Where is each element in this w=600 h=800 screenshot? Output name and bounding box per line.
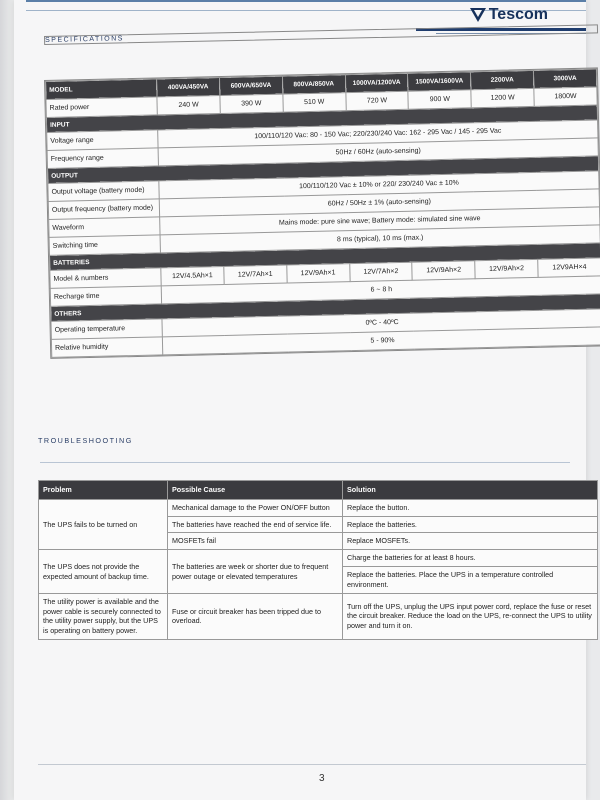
cause-cell: Fuse or circuit breaker has been tripped due to overload. xyxy=(168,593,343,639)
manual-page xyxy=(14,0,592,800)
cause-cell: MOSFETs fail xyxy=(168,533,343,550)
relative-humidity-value: 5 - 90% xyxy=(162,327,600,355)
tescom-logo-icon xyxy=(470,8,486,22)
specifications-title: SPECIFICATIONS xyxy=(44,24,598,45)
cause-cell: Mechanical damage to the Power ON/OFF button xyxy=(168,500,343,517)
rated-power-value: 390 W xyxy=(220,94,283,113)
problem-cell: The UPS fails to be turned on xyxy=(39,500,168,550)
binder-edge xyxy=(0,0,14,800)
output-section-label: OUTPUT xyxy=(48,156,599,183)
input-section-label: INPUT xyxy=(46,105,597,132)
problem-cell: The UPS does not provide the expected amount of backup time. xyxy=(39,550,168,594)
voltage-range-value: 100/110/120 Vac: 80 - 150 Vac; 220/230/240 Vac: 162 - 295 Vac / 145 - 295 Vac xyxy=(158,120,598,148)
others-section-label: OTHERS xyxy=(51,294,600,321)
rated-power-value: 1200 W xyxy=(471,88,534,107)
battery-model-value: 12V/7Ah×2 xyxy=(349,262,412,281)
switching-time-value: 8 ms (typical), 10 ms (max.) xyxy=(160,225,600,253)
solution-cell: Replace the batteries. Place the UPS in a temperature controlled environment. xyxy=(343,566,598,593)
solution-cell: Turn off the UPS, unplug the UPS input power cord, replace the fuse or reset the circuit breaker. Reduce the load on the UPS, re-connect the UPS to utility power and turn it on. xyxy=(343,593,598,639)
model-col: 1500VA/1600VA xyxy=(408,72,471,91)
table-row xyxy=(39,500,598,517)
battery-model-value: 12V/9Ah×1 xyxy=(286,264,349,283)
battery-model-value: 12V/4.5Ah×1 xyxy=(161,266,224,285)
troubleshooting-header-row xyxy=(39,481,598,500)
solution-cell: Replace the button. xyxy=(343,500,598,517)
specifications-table xyxy=(44,67,600,358)
rated-power-value: 720 W xyxy=(345,91,408,110)
page-number: 3 xyxy=(319,773,325,784)
rated-power-value: 1800W xyxy=(534,87,597,106)
problem-cell: The utility power is available and the power cable is securely connected to the utility power supply, but the UPS is operating on battery power. xyxy=(39,593,168,639)
model-col: 400VA/450VA xyxy=(157,78,220,97)
relative-humidity-label: Relative humidity xyxy=(51,337,162,358)
troubleshooting-rule xyxy=(40,462,570,463)
cause-cell: The batteries have reached the end of service life. xyxy=(168,516,343,533)
solution-cell: Replace MOSFETs. xyxy=(343,533,598,550)
output-voltage-value: 100/110/120 Vac ± 10% or 220/ 230/240 Vac ± 10% xyxy=(159,171,599,199)
brand-logo xyxy=(470,6,548,24)
model-col: 800VA/850VA xyxy=(282,75,345,94)
model-col: 3000VA xyxy=(533,69,596,88)
frequency-range-label: Frequency range xyxy=(47,148,158,169)
output-frequency-value: 60Hz / 50Hz ± 1% (auto-sensing) xyxy=(159,189,599,217)
batteries-section-label: BATTERIES xyxy=(49,243,600,270)
cause-cell: The batteries are week or shorter due to frequent power outage or elevated temperatures xyxy=(168,550,343,594)
model-col: 1000VA/1200VA xyxy=(345,73,408,92)
solution-header: Solution xyxy=(343,481,598,500)
model-label: MODEL xyxy=(46,79,157,100)
rated-power-value: 510 W xyxy=(283,93,346,112)
operating-temperature-label: Operating temperature xyxy=(51,319,162,340)
battery-model-value: 12V/9Ah×2 xyxy=(475,259,538,278)
solution-cell: Replace the batteries. xyxy=(343,516,598,533)
rated-power-value: 240 W xyxy=(157,96,220,115)
output-frequency-label: Output frequency (battery mode) xyxy=(48,199,159,220)
waveform-value: Mains mode: pure sine wave; Battery mode: simulated sine wave xyxy=(160,207,600,235)
brand-name: Tescom xyxy=(488,6,548,23)
solution-cell: Charge the batteries for at least 8 hours. xyxy=(343,550,598,567)
model-col: 2200VA xyxy=(471,70,534,89)
rated-power-value: 900 W xyxy=(408,90,471,109)
troubleshooting-table xyxy=(38,480,598,640)
battery-model-value: 12V9AH×4 xyxy=(538,258,600,277)
recharge-time-value: 6 ~ 8 h xyxy=(161,276,600,304)
footer-rule xyxy=(38,764,586,765)
battery-model-label: Model & numbers xyxy=(50,268,161,289)
model-col: 600VA/650VA xyxy=(219,76,282,95)
cause-header: Possible Cause xyxy=(168,481,343,500)
waveform-label: Waveform xyxy=(49,217,160,238)
battery-model-value: 12V/7Ah×1 xyxy=(224,265,287,284)
voltage-range-label: Voltage range xyxy=(47,130,158,151)
rated-power-label: Rated power xyxy=(46,97,157,118)
problem-header: Problem xyxy=(39,481,168,500)
frequency-range-value: 50Hz / 60Hz (auto-sensing) xyxy=(158,138,598,166)
table-row xyxy=(39,593,598,639)
battery-model-value: 12V/9Ah×2 xyxy=(412,261,475,280)
operating-temperature-value: 0ºC - 40ºC xyxy=(162,309,600,337)
table-row xyxy=(39,550,598,567)
troubleshooting-title: TROUBLESHOOTING xyxy=(38,436,133,445)
output-voltage-label: Output voltage (battery mode) xyxy=(48,181,159,202)
switching-time-label: Switching time xyxy=(49,235,160,256)
recharge-time-label: Recharge time xyxy=(50,286,161,307)
